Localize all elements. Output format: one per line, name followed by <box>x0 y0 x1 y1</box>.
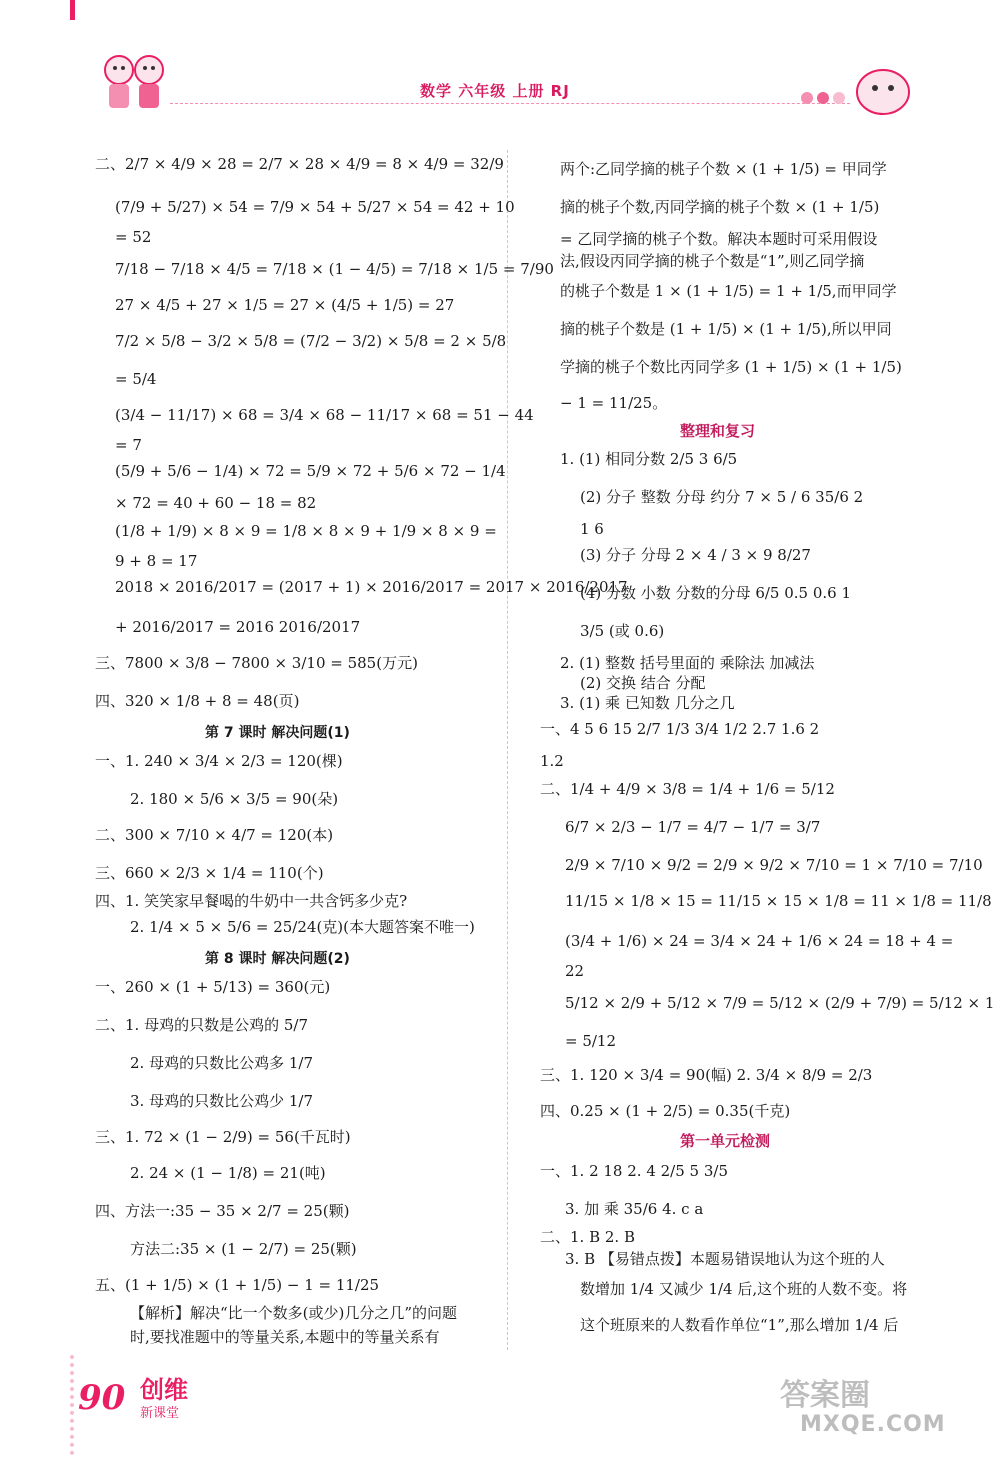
review-section-title: 整理和复习 <box>680 422 756 440</box>
lesson-7-title: 第 7 课时 解决问题(1) <box>205 725 350 741</box>
right-line-3: = 乙同学摘的桃子个数。解决本题时可采用假设 <box>560 230 878 248</box>
footer-dotted-strip <box>70 1355 78 1455</box>
right-line-20: 二、1/4 + 4/9 × 3/8 = 1/4 + 1/6 = 5/12 <box>540 780 835 798</box>
left-line-20: 二、300 × 7/10 × 4/7 = 120(本) <box>95 826 334 844</box>
right-line-4: 法,假设丙同学摘的桃子个数是“1”,则乙同学摘 <box>560 252 865 270</box>
right-line-31: 3. 加 乘 35/6 4. c a <box>565 1200 704 1218</box>
watermark-url: MXQE.COM <box>800 1412 946 1437</box>
left-line-16: 三、7800 × 3/8 − 7800 × 3/10 = 585(万元) <box>95 654 418 672</box>
left-line-21: 三、660 × 2/3 × 1/4 = 110(个) <box>95 864 324 882</box>
right-line-12: (3) 分子 分母 2 × 4 / 3 × 9 8/27 <box>580 546 811 564</box>
left-line-1: 二、2/7 × 4/9 × 28 = 2/7 × 28 × 4/9 = 8 × 4/9 = 32/9 <box>95 155 504 173</box>
right-line-11: 1 6 <box>580 520 604 538</box>
right-line-5: 的桃子个数是 1 × (1 + 1/5) = 1 + 1/5,而甲同学 <box>560 282 897 300</box>
right-line-32: 二、1. B 2. B <box>540 1228 635 1246</box>
left-line-14: 2018 × 2016/2017 = (2017 + 1) × 2016/2017 = 2017 × 2016/2017 <box>115 578 628 596</box>
right-line-35: 这个班原来的人数看作单位“1”,那么增加 1/4 后 <box>580 1316 899 1334</box>
left-line-26: 2. 母鸡的只数比公鸡多 1/7 <box>130 1054 313 1072</box>
left-line-19: 2. 180 × 5/6 × 3/5 = 90(朵) <box>130 790 339 808</box>
left-line-34: 时,要找准题中的等量关系,本题中的等量关系有 <box>130 1328 440 1346</box>
left-line-7: = 5/4 <box>115 370 157 388</box>
left-line-30: 四、方法一:35 − 35 × 2/7 = 25(颗) <box>95 1202 350 1220</box>
left-line-17: 四、320 × 1/8 + 8 = 48(页) <box>95 692 300 710</box>
left-line-9: = 7 <box>115 436 142 454</box>
left-line-22: 四、1. 笑笑家早餐喝的牛奶中一共含钙多少克? <box>95 892 408 910</box>
header-divider <box>170 103 850 104</box>
margin-strip <box>70 0 75 20</box>
left-line-24: 一、260 × (1 + 5/13) = 360(元) <box>95 978 331 996</box>
column-divider <box>507 150 508 1350</box>
left-line-6: 7/2 × 5/8 − 3/2 × 5/8 = (7/2 − 3/2) × 5/8 = 2 × 5/8 <box>115 332 507 350</box>
right-line-17: 3. (1) 乘 已知数 几分之几 <box>560 694 735 712</box>
left-line-29: 2. 24 × (1 − 1/8) = 21(吨) <box>130 1164 326 1182</box>
left-line-28: 三、1. 72 × (1 − 2/9) = 56(千瓦时) <box>95 1128 351 1146</box>
right-line-6: 摘的桃子个数是 (1 + 1/5) × (1 + 1/5),所以甲同 <box>560 320 892 338</box>
left-line-18: 一、1. 240 × 3/4 × 2/3 = 120(棵) <box>95 752 343 770</box>
right-line-9: 1. (1) 相同分数 2/5 3 6/5 <box>560 450 738 468</box>
right-line-19: 1.2 <box>540 752 564 770</box>
left-line-4: 7/18 − 7/18 × 4/5 = 7/18 × (1 − 4/5) = 7/18 × 1/5 = 7/90 <box>115 260 554 278</box>
left-line-11: × 72 = 40 + 60 − 18 = 82 <box>115 494 317 512</box>
page-number: 90 <box>78 1378 126 1418</box>
left-line-5: 27 × 4/5 + 27 × 1/5 = 27 × (4/5 + 1/5) = 27 <box>115 296 455 314</box>
left-line-3: = 52 <box>115 228 152 246</box>
cartoon-kids-illustration <box>95 48 175 118</box>
left-line-23: 2. 1/4 × 5 × 5/6 = 25/24(克)(本大题答案不唯一) <box>130 918 475 936</box>
unit-test-section-title: 第一单元检测 <box>680 1132 771 1150</box>
left-line-8: (3/4 − 11/17) × 68 = 3/4 × 68 − 11/17 × 68 = 51 − 44 <box>115 406 534 424</box>
right-line-13: (4) 分数 小数 分数的分母 6/5 0.5 0.6 1 <box>580 584 852 602</box>
right-line-29: 四、0.25 × (1 + 2/5) = 0.35(千克) <box>540 1102 791 1120</box>
right-line-21: 6/7 × 2/3 − 1/7 = 4/7 − 1/7 = 3/7 <box>565 818 821 836</box>
right-line-15: 2. (1) 整数 括号里面的 乘除法 加减法 <box>560 654 815 672</box>
left-line-15: + 2016/2017 = 2016 2016/2017 <box>115 618 361 636</box>
brand-logo: 创维 <box>140 1376 188 1404</box>
right-line-1: 两个:乙同学摘的桃子个数 × (1 + 1/5) = 甲同学 <box>560 160 887 178</box>
brand-logo-subtitle: 新课堂 <box>140 1406 180 1421</box>
left-line-27: 3. 母鸡的只数比公鸡少 1/7 <box>130 1092 313 1110</box>
right-line-24: (3/4 + 1/6) × 24 = 3/4 × 24 + 1/6 × 24 = 18 + 4 = <box>565 932 954 950</box>
left-line-10: (5/9 + 5/6 − 1/4) × 72 = 5/9 × 72 + 5/6 × 72 − 1/4 <box>115 462 506 480</box>
right-line-28: 三、1. 120 × 3/4 = 90(幅) 2. 3/4 × 8/9 = 2/3 <box>540 1066 873 1084</box>
left-line-32: 五、(1 + 1/5) × (1 + 1/5) − 1 = 11/25 <box>95 1276 380 1294</box>
right-line-30: 一、1. 2 18 2. 4 2/5 5 3/5 <box>540 1162 728 1180</box>
left-line-13: 9 + 8 = 17 <box>115 552 198 570</box>
page-header-title: 数学 六年级 上册 RJ <box>420 82 570 100</box>
right-line-18: 一、4 5 6 15 2/7 1/3 3/4 1/2 2.7 1.6 2 <box>540 720 820 738</box>
cartoon-decoration <box>795 62 915 118</box>
right-line-23: 11/15 × 1/8 × 15 = 11/15 × 15 × 1/8 = 11 × 1/8 = 11/8 <box>565 892 992 910</box>
right-line-14: 3/5 (或 0.6) <box>580 622 665 640</box>
right-line-22: 2/9 × 7/10 × 9/2 = 2/9 × 9/2 × 7/10 = 1 × 7/10 = 7/10 <box>565 856 983 874</box>
right-line-7: 学摘的桃子个数比丙同学多 (1 + 1/5) × (1 + 1/5) <box>560 358 902 376</box>
right-line-16: (2) 交换 结合 分配 <box>580 674 706 692</box>
right-line-2: 摘的桃子个数,丙同学摘的桃子个数 × (1 + 1/5) <box>560 198 880 216</box>
left-line-2: (7/9 + 5/27) × 54 = 7/9 × 54 + 5/27 × 54 = 42 + 10 <box>115 198 515 216</box>
right-line-34: 数增加 1/4 又减少 1/4 后,这个班的人数不变。将 <box>580 1280 908 1298</box>
right-line-10: (2) 分子 整数 分母 约分 7 × 5 / 6 35/6 2 <box>580 488 864 506</box>
watermark-logo: 答案圈 <box>780 1378 870 1413</box>
right-line-8: − 1 = 11/25。 <box>560 394 668 412</box>
right-line-26: 5/12 × 2/9 + 5/12 × 7/9 = 5/12 × (2/9 + 7/9) = 5/12 × 1 <box>565 994 995 1012</box>
left-line-33: 【解析】解决“比一个数多(或少)几分之几”的问题 <box>130 1304 458 1322</box>
right-line-25: 22 <box>565 962 585 980</box>
right-line-27: = 5/12 <box>565 1032 617 1050</box>
left-line-12: (1/8 + 1/9) × 8 × 9 = 1/8 × 8 × 9 + 1/9 × 8 × 9 = <box>115 522 497 540</box>
left-line-31: 方法二:35 × (1 − 2/7) = 25(颗) <box>130 1240 357 1258</box>
lesson-8-title: 第 8 课时 解决问题(2) <box>205 951 350 967</box>
right-line-33: 3. B 【易错点拨】本题易错误地认为这个班的人 <box>565 1250 885 1268</box>
left-line-25: 二、1. 母鸡的只数是公鸡的 5/7 <box>95 1016 308 1034</box>
